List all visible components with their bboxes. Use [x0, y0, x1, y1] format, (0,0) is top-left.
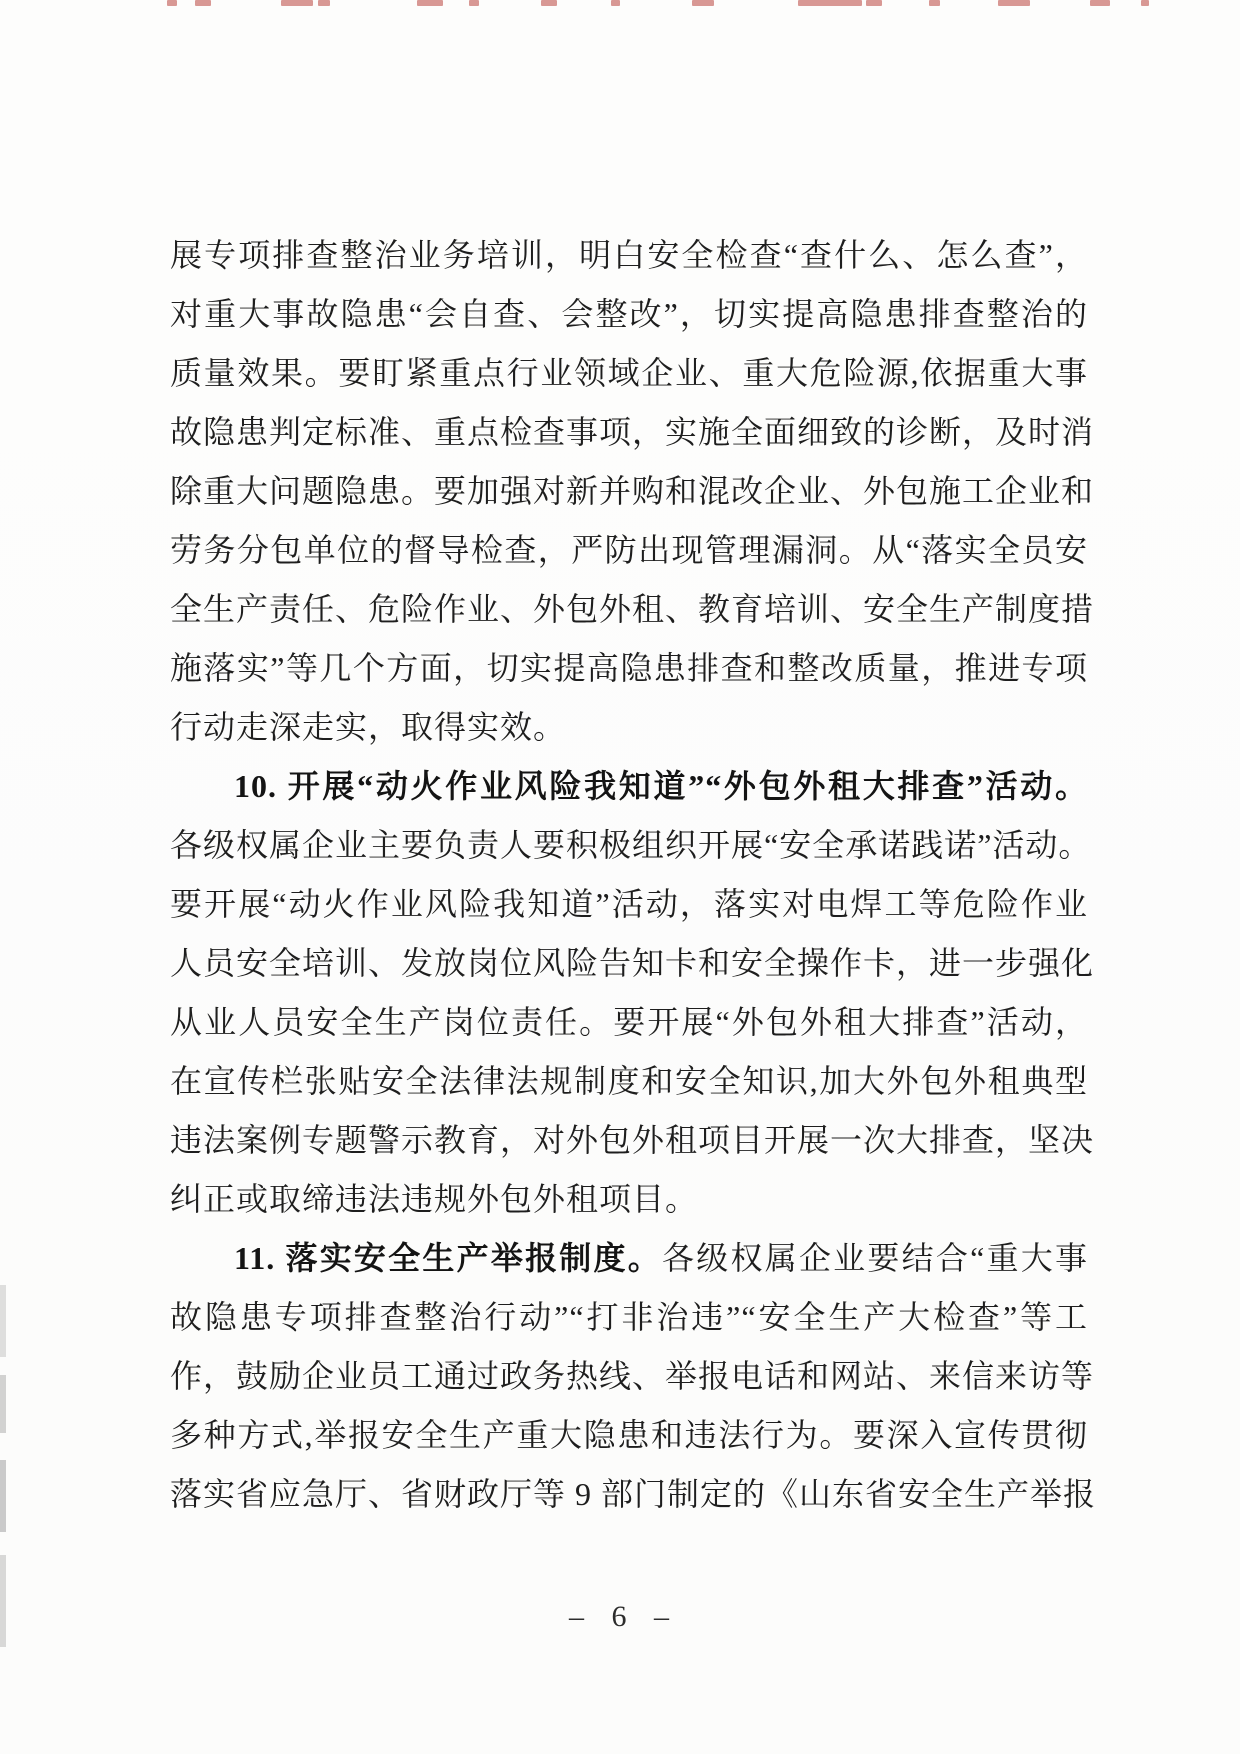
text-segment: 落实省应急厅、省财政厅等 9 部门制定的《山东省安全生产举报	[170, 1476, 1097, 1512]
text-line	[170, 1111, 1095, 1170]
text-line	[170, 934, 1095, 993]
text-line	[170, 1465, 1097, 1524]
text-line	[170, 757, 1088, 816]
text-segment: 行动走深走实，取得实效。	[170, 709, 567, 745]
text-segment: 纠正或取缔违法违规外包外租项目。	[170, 1181, 699, 1217]
text-line	[170, 1406, 1088, 1465]
text-line	[170, 1170, 1088, 1229]
text-segment: 全生产责任、危险作业、外包外租、教育培训、安全生产制度措	[170, 591, 1095, 627]
page-number: – 6 –	[569, 1600, 671, 1633]
text-line	[170, 698, 1088, 757]
text-line	[170, 226, 1088, 285]
text-segment: 作，鼓励企业员工通过政务热线、举报电话和网站、来信来访等	[170, 1358, 1095, 1394]
text-segment: 劳务分包单位的督导检查，严防出现管理漏洞。从“落实全员安	[170, 532, 1088, 568]
text-segment: 在宣传栏张贴安全法律法规制度和安全知识,加大外包外租典型	[170, 1063, 1088, 1099]
text-line	[170, 639, 1088, 698]
text-line	[170, 875, 1088, 934]
text-line	[170, 1288, 1088, 1347]
text-line	[170, 403, 1095, 462]
body-text-block	[170, 226, 1097, 1524]
text-line	[170, 993, 1088, 1052]
text-segment: 施落实”等几个方面，切实提高隐患排查和整改质量，推进专项	[170, 650, 1088, 686]
text-segment: 故隐患专项排查整治行动”“打非治违”“安全生产大检查”等工	[170, 1299, 1088, 1335]
text-line	[170, 1229, 1088, 1288]
text-segment: 质量效果。要盯紧重点行业领域企业、重大危险源,依据重大事	[170, 355, 1088, 391]
text-line	[170, 344, 1088, 403]
text-segment: 故隐患判定标准、重点检查事项，实施全面细致的诊断，及时消	[170, 414, 1095, 450]
text-segment: 从业人员安全生产岗位责任。要开展“外包外租大排查”活动，	[170, 1004, 1088, 1040]
text-line	[170, 1052, 1088, 1111]
text-line	[170, 285, 1088, 344]
text-segment: 要开展“动火作业风险我知道”活动，落实对电焊工等危险作业	[170, 886, 1088, 922]
text-segment: 多种方式,举报安全生产重大隐患和违法行为。要深入宣传贯彻	[170, 1417, 1088, 1453]
text-segment: 展专项排查整治业务培训，明白安全检查“查什么、怎么查”，	[170, 237, 1088, 273]
text-segment: 各级权属企业主要负责人要积极组织开展“安全承诺践诺”活动。	[170, 827, 1092, 863]
text-line	[170, 580, 1095, 639]
text-segment: 各级权属企业要结合“重大事	[662, 1240, 1088, 1276]
text-segment: 人员安全培训、发放岗位风险告知卡和安全操作卡，进一步强化	[170, 945, 1095, 981]
text-segment-bold: 11. 落实安全生产举报制度。	[234, 1240, 663, 1276]
text-segment: 除重大问题隐患。要加强对新并购和混改企业、外包施工企业和	[170, 473, 1095, 509]
text-line	[170, 462, 1095, 521]
text-line	[170, 816, 1092, 875]
text-line	[170, 521, 1088, 580]
text-line	[170, 1347, 1095, 1406]
text-segment: 对重大事故隐患“会自查、会整改”，切实提高隐患排查整治的	[170, 296, 1088, 332]
text-segment-bold: 10. 开展“动火作业风险我知道”“外包外租大排查”活动。	[234, 768, 1088, 804]
text-segment: 违法案例专题警示教育，对外包外租项目开展一次大排查，坚决	[170, 1122, 1095, 1158]
